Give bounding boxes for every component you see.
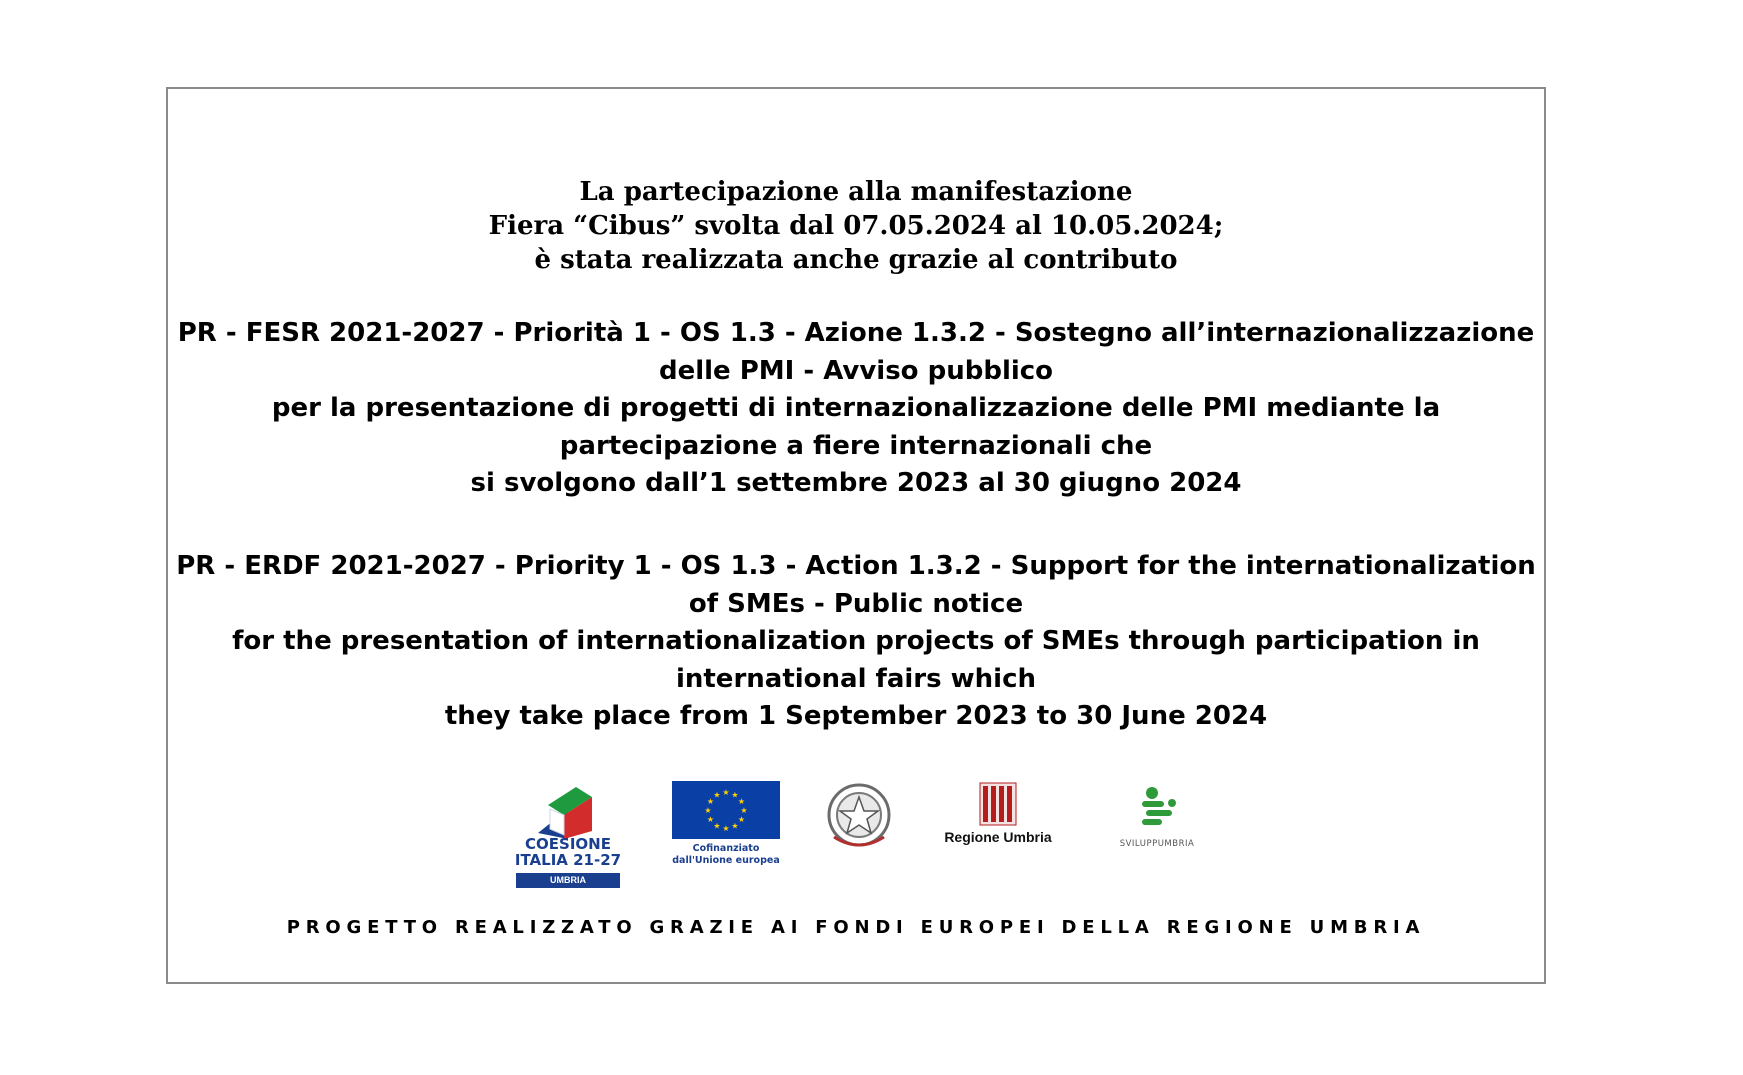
svg-text:★: ★: [722, 824, 730, 833]
italian-line: si svolgono dall’1 settembre 2023 al 30 giugno 2024: [470, 468, 1242, 498]
regione-umbria-emblem-icon: [928, 781, 1068, 827]
coesione-title: COESIONE: [525, 835, 611, 853]
eu-caption-line: dall'Unione europea: [672, 855, 780, 866]
republic-emblem-icon: [820, 781, 898, 853]
italian-line: partecipazione a fiere internazionali che: [559, 430, 1153, 461]
eu-caption-line: Cofinanziato: [692, 843, 760, 854]
english-line: PR - ERDF 2021-2027 - Priority 1 - OS 1.3 - Action 1.3.2 - Support for the internationalization: [176, 551, 1536, 581]
svg-text:★: ★: [704, 806, 712, 815]
regione-name: Regione Umbria: [944, 829, 1052, 845]
svg-text:★: ★: [737, 797, 746, 806]
svg-text:★: ★: [706, 815, 715, 824]
svg-text:★: ★: [731, 821, 739, 831]
eu-cofunded-logo: [664, 781, 788, 881]
english-line: international fairs which: [675, 663, 1037, 694]
eu-caption: [664, 843, 788, 867]
coesione-subtitle: ITALIA 21-27: [514, 851, 622, 869]
regione-umbria-logo: [928, 781, 1068, 853]
svg-text:★: ★: [731, 790, 739, 800]
english-line: they take place from 1 September 2023 to 30 June 2024: [444, 701, 1268, 731]
notice-frame: [166, 87, 1546, 984]
italian-funding-block: [168, 315, 1544, 503]
italian-line: delle PMI - Avviso pubblico: [658, 355, 1054, 386]
eu-flag-icon: [664, 781, 788, 841]
italian-republic-emblem: [820, 781, 898, 853]
intro-line: è stata realizzata anche grazie al contributo: [534, 245, 1178, 275]
svg-text:★: ★: [713, 821, 721, 831]
english-line: of SMEs - Public notice: [688, 588, 1024, 619]
svg-text:★: ★: [740, 806, 748, 815]
sviluppumbria-name: SVILUPPUMBRIA: [1119, 839, 1195, 849]
svg-text:★: ★: [706, 797, 715, 806]
sviluppumbria-logo: [1102, 781, 1212, 861]
footer-credit: PROGETTO REALIZZATO GRAZIE AI FONDI EUROPEI DELLA REGIONE UMBRIA: [286, 917, 1426, 938]
english-funding-block: [168, 548, 1544, 736]
coesione-mark-icon: [508, 781, 628, 839]
logo-strip: [168, 781, 1544, 891]
svg-text:★: ★: [737, 815, 746, 824]
italian-line: PR - FESR 2021-2027 - Priorità 1 - OS 1.3 - Azione 1.3.2 - Sostegno all’internazionalizzazione: [177, 318, 1535, 348]
intro-line: La partecipazione alla manifestazione: [579, 177, 1133, 207]
intro-text: [168, 175, 1544, 277]
italian-line: per la presentazione di progetti di internazionalizzazione delle PMI mediante la: [271, 393, 1441, 423]
svg-text:★: ★: [713, 790, 721, 800]
intro-line: Fiera “Cibus” svolta dal 07.05.2024 al 10.05.2024;: [488, 211, 1224, 241]
sviluppumbria-mark-icon: [1102, 781, 1212, 837]
coesione-italia-logo: [508, 781, 628, 891]
english-line: for the presentation of internationalization projects of SMEs through participation in: [232, 626, 1480, 656]
coesione-region-tag: UMBRIA: [516, 873, 620, 888]
svg-text:★: ★: [722, 788, 730, 797]
